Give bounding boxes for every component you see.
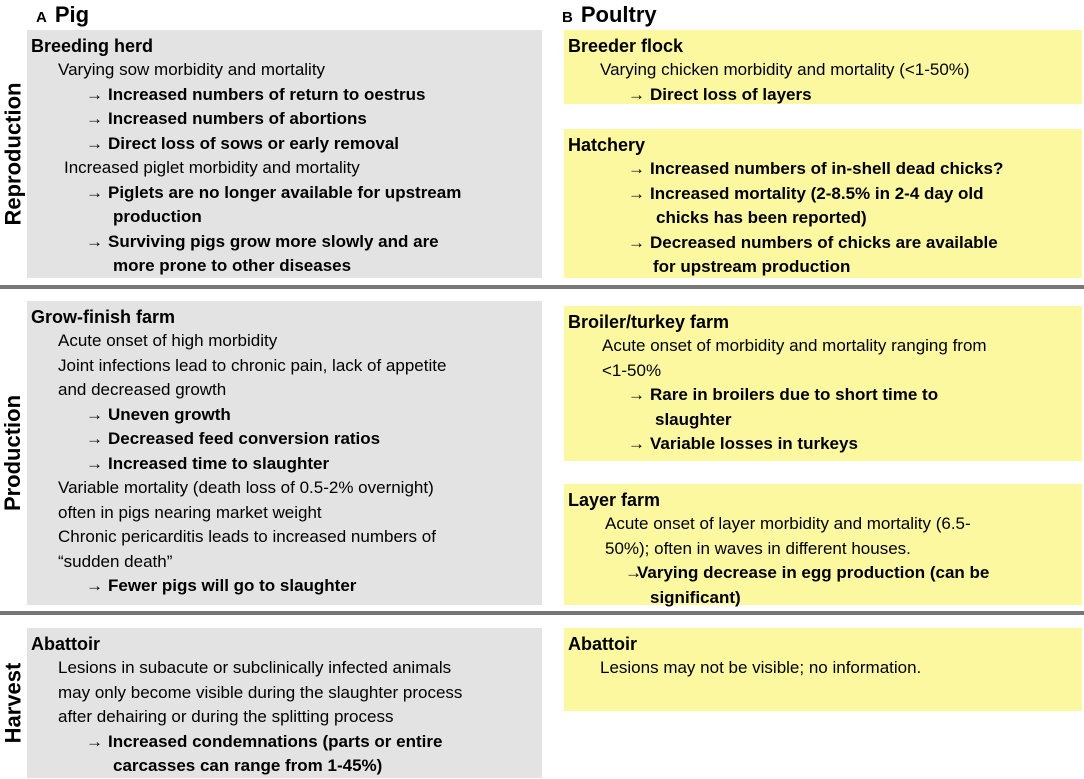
- panel-b-letter: B: [562, 9, 573, 26]
- row-label-reproduction-text: Reproduction: [0, 82, 25, 226]
- arrow-icon: →: [628, 434, 645, 453]
- arrow-icon: →: [86, 576, 103, 595]
- poultry-broiler-item-text: Rare in broilers due to short time to: [650, 385, 939, 404]
- row-label-harvest: [0, 628, 26, 778]
- poultry-breeder-arrow-item: [568, 83, 1082, 108]
- poultry-broiler-turkey-title: Broiler/turkey farm: [568, 312, 730, 332]
- poultry-breeder-text: Varying chicken morbidity and mortality (<1-50%): [600, 60, 970, 79]
- pig-abattoir-title: Abattoir: [31, 634, 100, 654]
- row-label-production-text: Production: [0, 394, 26, 511]
- pig-breeding-item-text: Increased numbers of abortions: [108, 109, 367, 128]
- pig-breeding-herd-title: Breeding herd: [31, 36, 154, 56]
- poultry-broiler-item-text: Variable losses in turkeys: [650, 434, 858, 453]
- poultry-hatchery-arrow-item: [568, 231, 1082, 256]
- poultry-breeder-flock-title: Breeder flock: [568, 36, 684, 56]
- poultry-hatchery-title: Hatchery: [568, 135, 646, 155]
- poultry-layer-farm-title: Layer farm: [568, 490, 661, 510]
- pig-breeding-text-1: Varying sow morbidity and mortality: [58, 60, 326, 79]
- poultry-layer-item-text: Varying decrease in egg production (can be: [637, 563, 990, 582]
- pig-grow-finish-arrow-item: [31, 452, 542, 477]
- pig-breeding-item-text: Piglets are no longer available for upstream: [108, 182, 462, 202]
- pig-grow-finish-text: “sudden death”: [58, 551, 173, 571]
- arrow-icon: →: [86, 182, 103, 202]
- pig-breeding-arrow-item: [31, 83, 542, 108]
- pig-grow-finish-item-text: Fewer pigs will go to slaughter: [108, 576, 357, 595]
- poultry-layer-item-continuation: significant): [650, 587, 741, 607]
- pig-breeding-arrow-item: [31, 132, 542, 157]
- arrow-icon: →: [628, 159, 645, 178]
- pig-abattoir-text: Lesions in subacute or subclinically infected animals: [58, 658, 452, 677]
- pig-breeding-item-continuation: production: [113, 207, 202, 226]
- poultry-broiler-arrow-item: [568, 432, 1082, 457]
- row-divider-1: [0, 285, 1084, 289]
- pig-breeding-arrow-item: [31, 230, 542, 255]
- poultry-breeder-flock-box: [564, 30, 1082, 104]
- arrow-icon: →: [86, 84, 103, 104]
- poultry-hatchery-item-text: Decreased numbers of chicks are available: [650, 232, 998, 252]
- pig-grow-finish-item-text: Decreased feed conversion ratios: [108, 429, 381, 448]
- poultry-layer-text: 50%); often in waves in different houses.: [605, 538, 911, 558]
- pig-abattoir-box: [27, 628, 542, 778]
- arrow-icon: →: [628, 385, 645, 404]
- arrow-icon: →: [86, 731, 103, 751]
- poultry-broiler-text: <1-50%: [602, 360, 662, 380]
- arrow-icon: →: [628, 84, 645, 104]
- arrow-icon: →: [86, 404, 103, 424]
- poultry-broiler-turkey-box: [564, 306, 1082, 461]
- poultry-hatchery-item-text: Increased numbers of in-shell dead chicks?: [650, 159, 1004, 178]
- arrow-icon: →: [86, 429, 103, 448]
- poultry-broiler-item-continuation: slaughter: [655, 409, 732, 429]
- arrow-icon: →: [625, 563, 642, 582]
- pig-grow-finish-title: Grow-finish farm: [31, 307, 176, 327]
- arrow-icon: →: [628, 232, 645, 252]
- pig-breeding-item-text: Increased numbers of return to oestrus: [108, 84, 426, 104]
- pig-grow-finish-text: Joint infections lead to chronic pain, lack of appetite: [58, 355, 447, 375]
- pig-breeding-item-text: Surviving pigs grow more slowly and are: [108, 231, 439, 251]
- poultry-abattoir-title: Abattoir: [568, 634, 637, 654]
- pig-breeding-item-continuation: more prone to other diseases: [113, 256, 352, 275]
- poultry-hatchery-box: [564, 129, 1082, 278]
- poultry-broiler-arrow-item: [568, 383, 1082, 408]
- pig-grow-finish-text: and decreased growth: [58, 380, 227, 399]
- pig-grow-finish-arrow-item: [31, 427, 542, 452]
- pig-breeding-arrow-item: [31, 181, 542, 206]
- panel-a-letter: A: [36, 9, 47, 26]
- pig-abattoir-text: may only become visible during the slaughter process: [58, 682, 463, 702]
- pig-grow-finish-arrow-item: [31, 403, 542, 428]
- row-label-reproduction: [0, 30, 26, 278]
- poultry-layer-farm-box: [564, 484, 1082, 605]
- panel-b-title: Poultry: [580, 2, 657, 27]
- pig-abattoir-item-text: Increased condemnations (parts or entire: [108, 731, 443, 751]
- panel-a-title: Pig: [54, 2, 90, 27]
- poultry-broiler-text: Acute onset of morbidity and mortality ranging from: [602, 336, 987, 355]
- pig-abattoir-text: after dehairing or during the splitting process: [58, 707, 394, 726]
- panel-a-header: [36, 2, 89, 30]
- poultry-hatchery-item-continuation: for upstream production: [653, 257, 851, 276]
- pig-grow-finish-text: often in pigs nearing market weight: [58, 502, 322, 522]
- poultry-layer-text: Acute onset of layer morbidity and mortality (6.5-: [605, 514, 971, 533]
- pig-abattoir-arrow-item: [31, 730, 542, 755]
- arrow-icon: →: [628, 183, 645, 203]
- row-label-production: [0, 300, 26, 605]
- poultry-hatchery-item-text: Increased mortality (2-8.5% in 2-4 day old: [650, 183, 984, 203]
- pig-breeding-item-text: Direct loss of sows or early removal: [108, 133, 400, 153]
- arrow-icon: →: [86, 453, 103, 473]
- pig-grow-finish-text: Variable mortality (death loss of 0.5-2% overnight): [58, 478, 434, 497]
- row-divider-2: [0, 611, 1084, 615]
- pig-abattoir-item-continuation: carcasses can range from 1-45%): [113, 756, 383, 775]
- poultry-hatchery-arrow-item: [568, 157, 1082, 182]
- pig-grow-finish-box: [27, 301, 542, 605]
- arrow-icon: →: [86, 109, 103, 128]
- pig-breeding-arrow-item: [31, 107, 542, 132]
- row-label-harvest-text: Harvest: [0, 662, 25, 744]
- poultry-abattoir-box: [564, 628, 1082, 711]
- poultry-breeder-item-text: Direct loss of layers: [650, 84, 812, 104]
- arrow-icon: →: [86, 133, 103, 153]
- poultry-layer-arrow-item: [568, 561, 1082, 586]
- pig-grow-finish-text: Acute onset of high morbidity: [58, 331, 278, 350]
- arrow-icon: →: [86, 231, 103, 251]
- pig-breeding-text-2: Increased piglet morbidity and mortality: [64, 158, 360, 177]
- pig-breeding-herd-box: [27, 30, 542, 278]
- pig-grow-finish-arrow-item: [31, 574, 542, 599]
- panel-b-header: [562, 2, 657, 30]
- poultry-abattoir-text: Lesions may not be visible; no information.: [600, 658, 922, 677]
- poultry-hatchery-item-continuation: chicks has been reported): [656, 208, 867, 227]
- pig-grow-finish-text: Chronic pericarditis leads to increased numbers of: [58, 527, 436, 546]
- pig-grow-finish-item-text: Increased time to slaughter: [108, 453, 330, 473]
- pig-grow-finish-item-text: Uneven growth: [108, 404, 231, 424]
- poultry-hatchery-arrow-item: [568, 182, 1082, 207]
